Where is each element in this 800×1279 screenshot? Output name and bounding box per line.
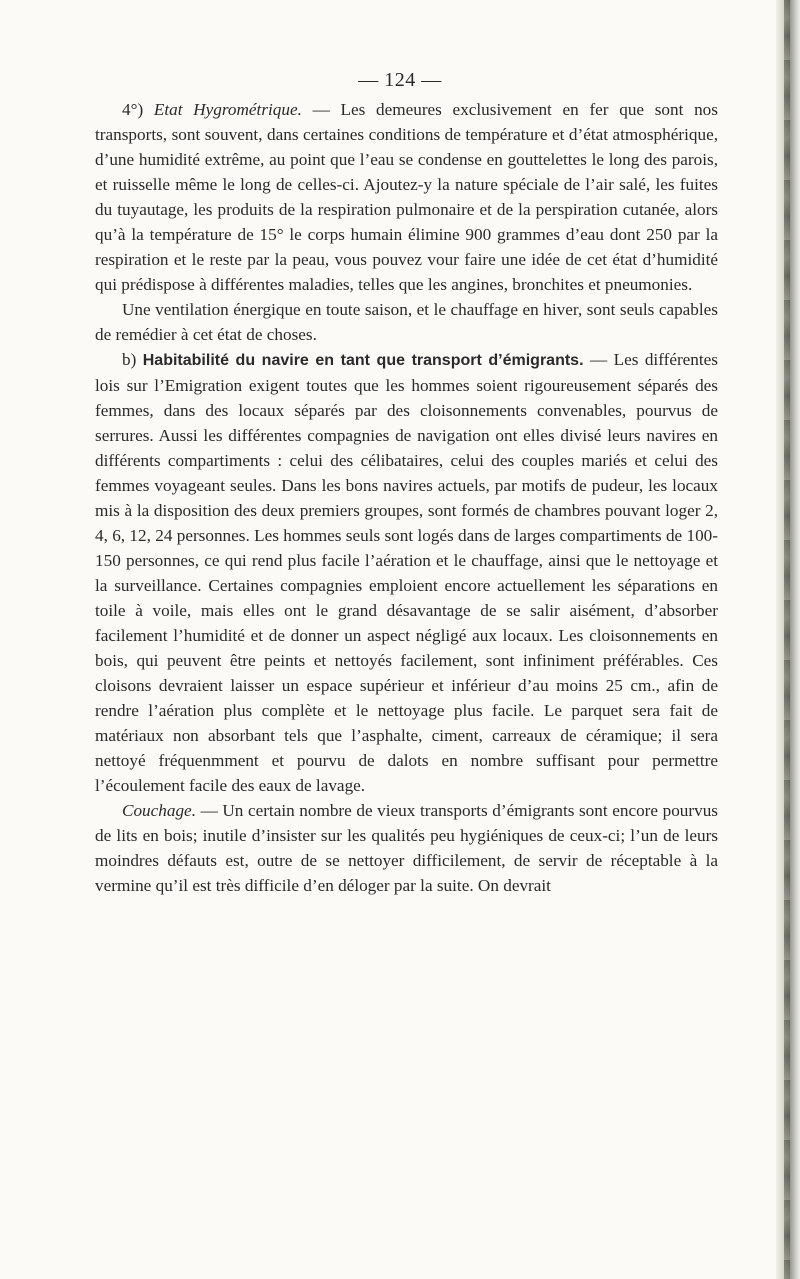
paragraph-habitabilite <box>95 347 718 798</box>
section-label: 4°) <box>122 100 154 119</box>
body-text <box>95 97 718 898</box>
binding-edge <box>776 0 800 1279</box>
paragraph-text: — Un certain nombre de vieux transports d’émigrants sont encore pourvus de lits en bois; inutile d’insister sur les qualités peu hygiéniques de ceux-ci; l’un de leurs moindres défauts est, outre de se nettoyer difficilement, de servir de réceptable à la vermine qu’il est très difficile d’en déloger par la suite. On devrait <box>95 801 718 895</box>
section-heading: Habitabilité du navire en tant que transport d’émigrants. <box>142 352 584 369</box>
paragraph-couchage <box>95 798 718 898</box>
paragraph-ventilation: Une ventilation énergique en toute saison, et le chauffage en hiver, sont seuls capables de remédier à cet état de choses. <box>95 300 718 344</box>
paragraph-text: — Les différentes lois sur l’Emigration exigent toutes que les hommes soient rigoureusement séparés des femmes, dans des locaux séparés par des cloisonnements convenables, pourvus de serrures. Aussi les différentes compagnies de navigation ont elles divisé leurs navires en différents compartiments : celui des célibataires, celui des couples mariés et celui des femmes voyageant seules. Dans les bons navires actuels, par motifs de pudeur, les locaux mis à la disposition des deux premiers groupes, sont formés de chambres pouvant loger 2, 4, 6, 12, 24 personnes. Les hommes seuls sont logés dans de larges compartiments de 100-150 personnes, ce qui rend plus facile l’aération et le chauffage, ainsi que le nettoyage et la surveillance. Certaines compagnies emploient encore actuellement les séparations en toile à voile, mais elles ont le grand désavantage de se salir aisément, d’absorber facilement l’humidité et de donner un aspect négligé aux locaux. Les cloisonnements en bois, qui peuvent être peints et nettoyés facilement, sont infiniment préférables. Ces cloisons devraient laisser un espace supérieur et inférieur d’au moins 25 cm., afin de rendre l’aération plus complète et le nettoyage plus facile. Le parquet sera fait de matériaux non absorbant tels que l’asphalte, ciment, carreaux de céramique; il sera nettoyé fréquenmment et pourvu de dalots en nombre suffisant pour permettre l’écoulement facile des eaux de lavage. <box>95 350 718 795</box>
section-label: b) <box>122 350 143 369</box>
section-title: Etat Hygrométrique. <box>153 100 302 119</box>
paragraph-etat-hygrometrique <box>95 97 718 297</box>
page-number: — 124 — <box>358 69 442 91</box>
paragraph-text: — Les demeures exclusivement en fer que sont nos transports, sont souvent, dans certaines conditions de température et d’état atmosphérique, d’une humidité extrême, au point que l’eau se condense en gouttelettes le long des parois, et ruisselle même le long de celles-ci. Ajoutez-y la nature spéciale de l’air salé, les fuites du tuyautage, les produits de la respiration pulmonaire et de la perspiration cutanée, alors qu’à la température de 15° le corps humain élimine 900 grammes d’eau dont 250 par la respiration et le reste par la peau, vous pouvez vour faire une idée de cet état d’humidité qui prédispose à différentes maladies, telles que les angines, bronchites et pneumonies. <box>95 100 718 294</box>
section-title: Couchage. <box>122 801 196 820</box>
